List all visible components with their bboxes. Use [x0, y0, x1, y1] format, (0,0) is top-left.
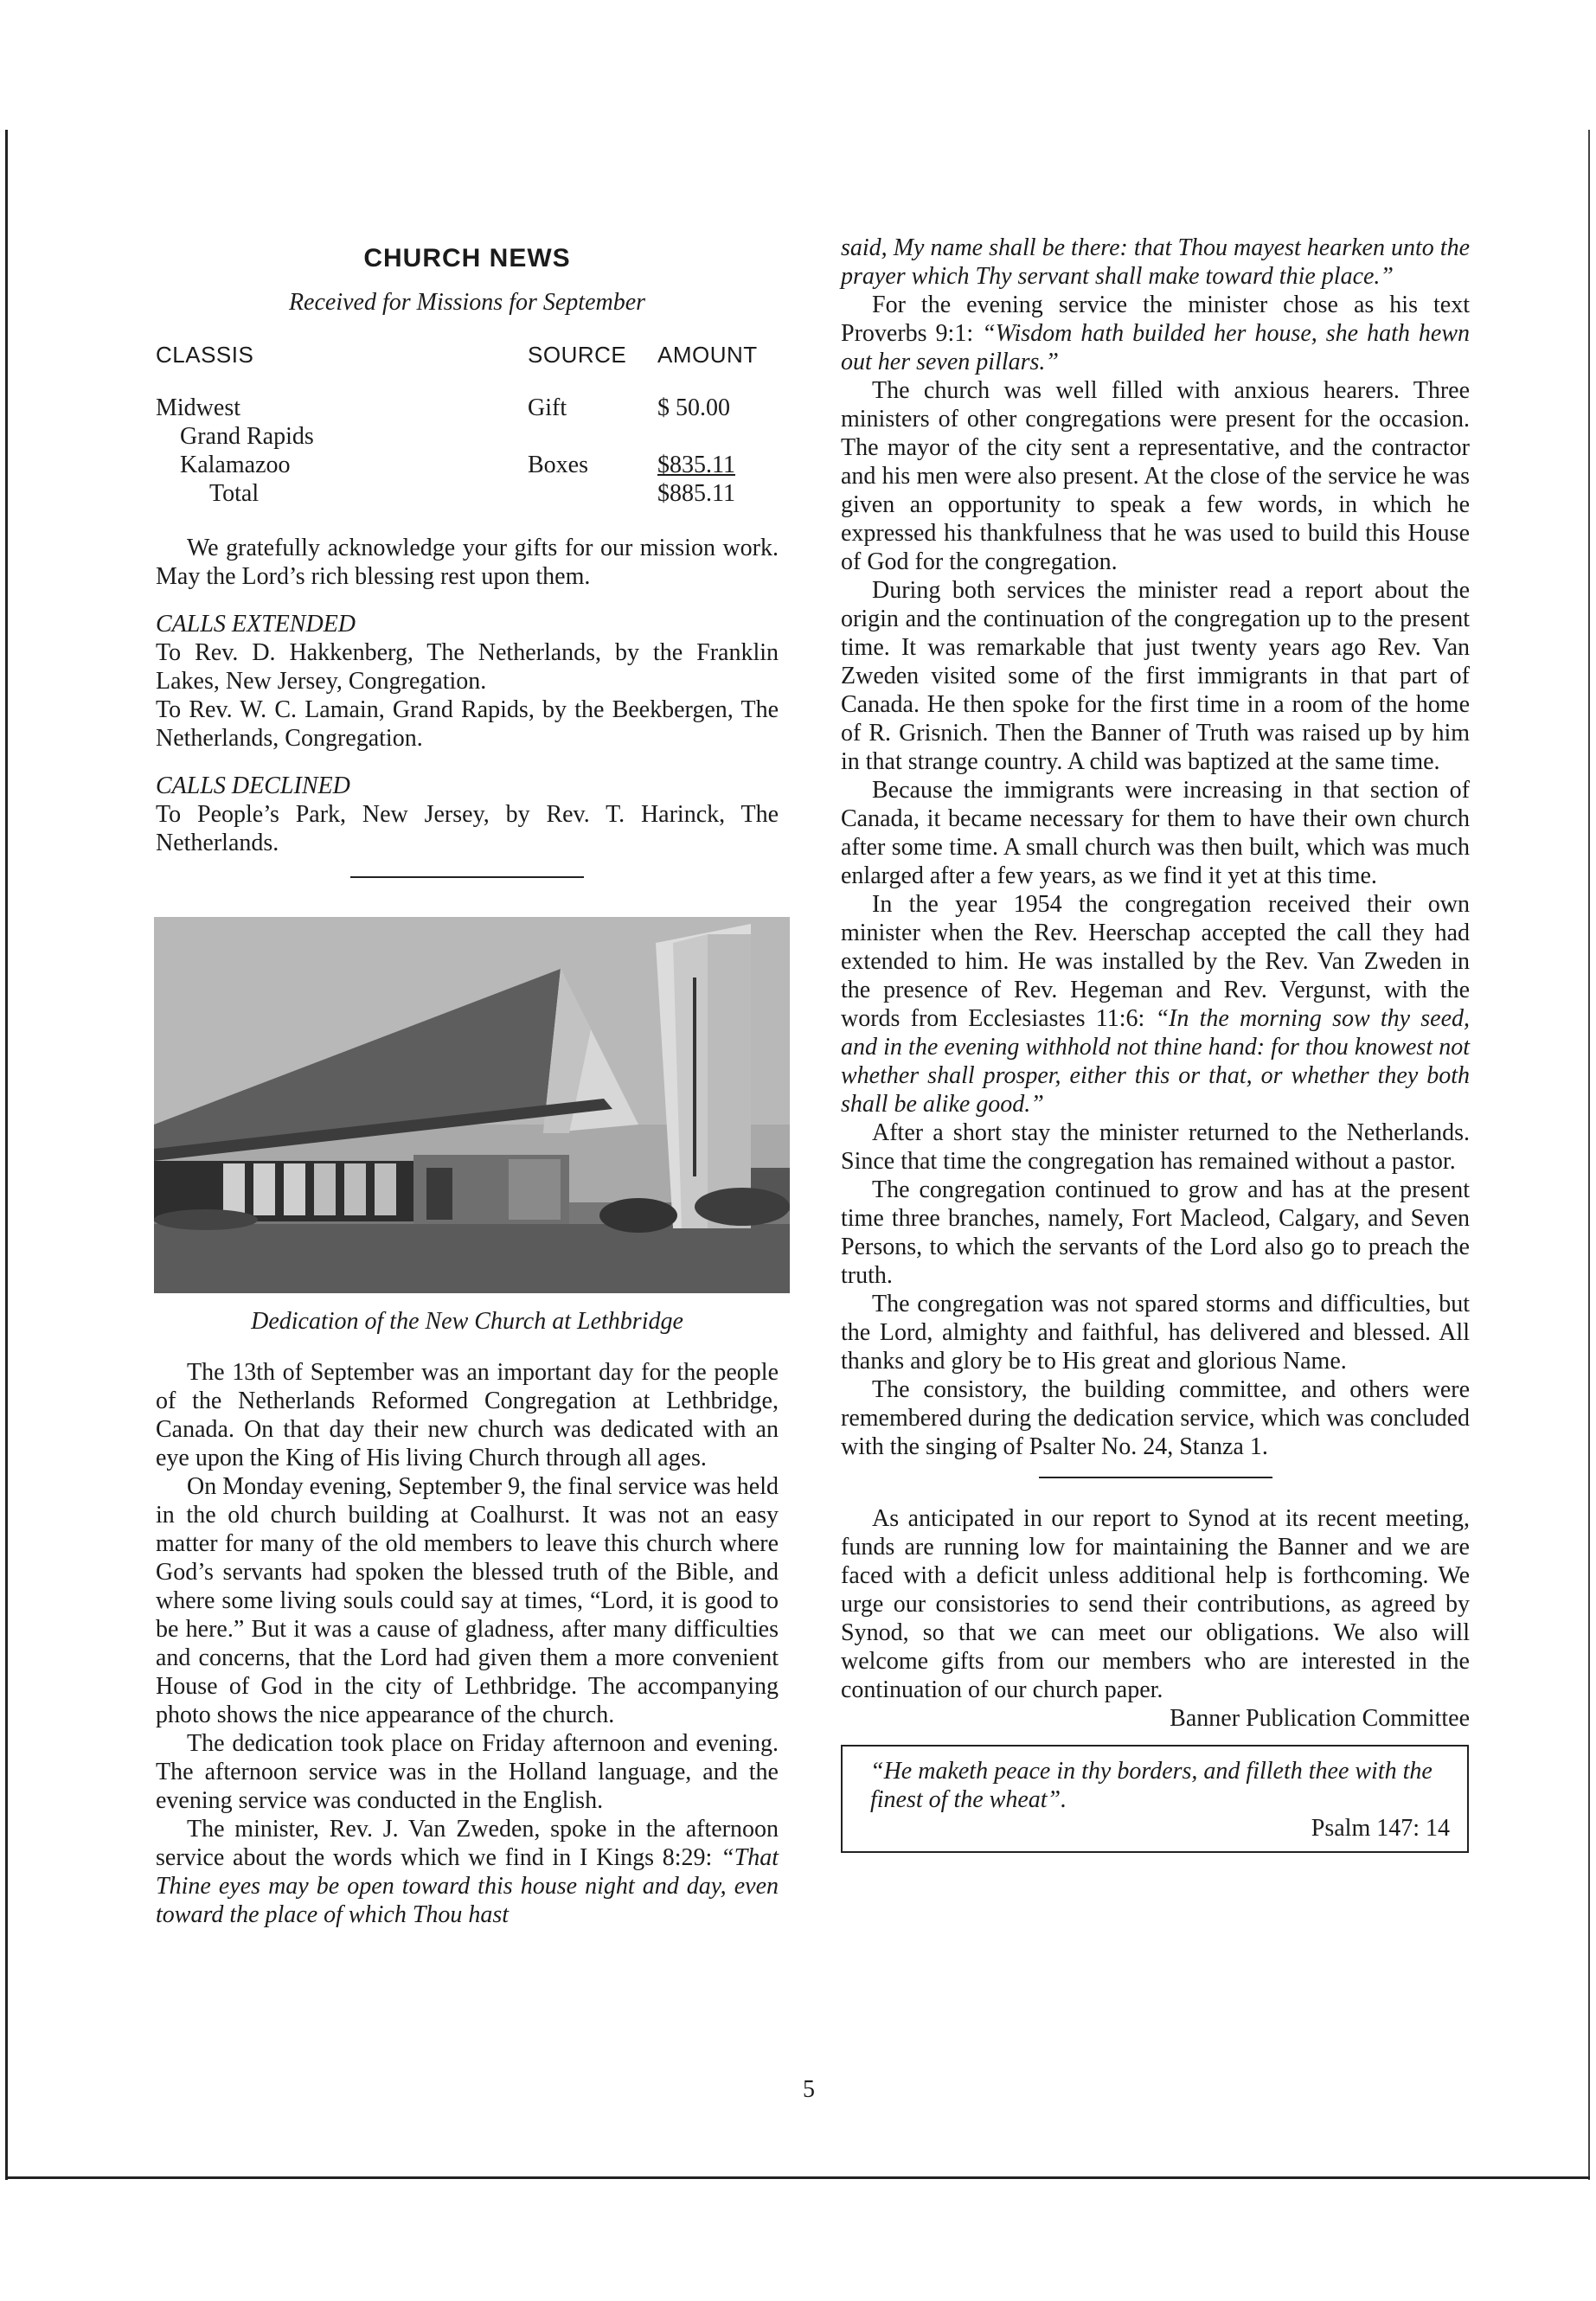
row-amount: $885.11	[657, 480, 735, 507]
calls-declined-title: CALLS DECLINED	[156, 772, 350, 799]
divider	[350, 876, 584, 878]
article-paragraph	[841, 291, 1470, 376]
page-edge-left	[5, 130, 8, 2180]
article-paragraph: The congregation continued to grow and has at the present time three branches, namely, Fort Macleod, Calgary, and Seven Persons, to which the servants of the Lord also go to preach the truth.	[841, 1176, 1470, 1289]
missions-subheading: Received for Missions for September	[288, 289, 646, 316]
article-paragraph: The 13th of September was an important day for the people of the Netherlands Reformed Congregation at Lethbridge, Canada. On that day their new church was dedicated with an eye upon the King of His living Church through all ages.	[156, 1359, 779, 1471]
article-paragraph	[841, 890, 1470, 1118]
article-paragraph: The church was well filled with anxious hearers. Three ministers of other congregations were present for the occasion. The mayor of the city sent a representative, and the contractor and his men were also present. At the close of the service he was given an opportunity to speak a few words, in which he expressed his thankfulness that he was used to build this House of God for the congregation.	[841, 377, 1470, 575]
paragraph-text: In the year 1954 the congregation received their own minister when the Rev. Heerschap accepted the call they had extended to him. He was installed by the Rev. Van Zweden in the presence of Rev. Hegeman and Rev. Vergunst, with the words from Ecclesiastes 11:6:	[841, 891, 1470, 1032]
row-source: Gift	[528, 394, 567, 421]
article-paragraph: On Monday evening, September 9, the final service was held in the old church building at Coalhurst. It was not an easy matter for many of the old members to leave this church where God’s servants had spoken the blessed truth of the Bible, and where some living souls could say at times, “Lord, it is good to be here.” But it was a cause of gladness, after many difficulties and concerns, that the Lord had given them a more convenient House of God in the city of Lethbridge. The accompanying photo shows the nice appearance of the church.	[156, 1473, 779, 1728]
row-classis: Kalamazoo	[180, 452, 291, 478]
article-paragraph	[841, 234, 1470, 291]
row-source	[528, 422, 657, 451]
row-classis: Total	[209, 480, 260, 507]
table-row	[156, 422, 779, 451]
page-edge-right	[1588, 130, 1590, 2180]
scripture-quote: “In the morning sow thy seed, and in the evening withhold not thine hand: for thou knowest not whether shall prosper, either this or that, or whether they both shall be alike good.”	[841, 1005, 1470, 1118]
divider	[1039, 1477, 1272, 1478]
article-paragraph: Because the immigrants were increasing in that section of Canada, it became necessary for them to have their own church after some time. A small church was then built, which was much enlarged after a few years, as we find it yet at this time.	[841, 777, 1470, 889]
paragraph-text: The minister, Rev. J. Van Zweden, spoke in the afternoon service about the words which we find in I Kings 8:29:	[156, 1816, 779, 1871]
header-source: SOURCE	[528, 342, 627, 368]
row-amount	[657, 422, 779, 451]
missions-table	[156, 341, 779, 508]
header-amount: AMOUNT	[657, 342, 758, 368]
row-source	[528, 479, 657, 508]
psalm-quote-text: “He maketh peace in thy borders, and filleth thee with the finest of the wheat”.	[870, 1758, 1433, 1813]
right-column	[841, 234, 1470, 1853]
page-edge-bottom	[5, 2176, 1590, 2179]
table-header-row	[156, 341, 779, 369]
psalm-quote-box	[841, 1745, 1469, 1853]
row-amount: $ 50.00	[657, 394, 730, 421]
thanks-paragraph: We gratefully acknowledge your gifts for our mission work. May the Lord’s rich blessing rest upon them.	[156, 535, 779, 590]
psalm-reference: Psalm 147: 14	[1311, 1815, 1450, 1842]
article-paragraph	[156, 1815, 779, 1929]
calls-extended-title: CALLS EXTENDED	[156, 611, 356, 638]
paragraph-text: For the evening service the minister chose as his text Proverbs 9:1:	[841, 292, 1470, 347]
row-source: Boxes	[528, 452, 588, 478]
list-item: To Rev. D. Hakkenberg, The Netherlands, by the Franklin Lakes, New Jersey, Congregation.	[156, 639, 779, 695]
table-row	[156, 451, 779, 479]
photo-caption: Dedication of the New Church at Lethbridge	[251, 1308, 683, 1335]
table-row	[156, 479, 779, 508]
row-classis: Grand Rapids	[180, 423, 314, 450]
table-row	[156, 394, 779, 422]
scripture-quote: “That Thine eyes may be open toward this house night and day, even toward the place of which Thou hast	[156, 1844, 779, 1928]
article-paragraph: The dedication took place on Friday afternoon and evening. The afternoon service was in the Holland language, and the evening service was conducted in the English.	[156, 1730, 779, 1814]
article-paragraph: After a short stay the minister returned to the Netherlands. Since that time the congregation has remained without a pastor.	[841, 1119, 1470, 1175]
list-item: To People’s Park, New Jersey, by Rev. T. Harinck, The Netherlands.	[156, 801, 779, 856]
page-number: 5	[803, 2076, 815, 2103]
article-paragraph: The consistory, the building committee, and others were remembered during the dedication service, which was concluded with the singing of Psalter No. 24, Stanza 1.	[841, 1376, 1470, 1460]
notice-signature: Banner Publication Committee	[1170, 1705, 1470, 1732]
row-amount: $835.11	[657, 452, 735, 478]
left-column	[156, 234, 779, 1929]
list-item: To Rev. W. C. Lamain, Grand Rapids, by the Beekbergen, The Netherlands, Congregation.	[156, 696, 779, 752]
scripture-quote: said, My name shall be there: that Thou mayest hearken unto the prayer which Thy servant shall make toward thie place.”	[841, 234, 1470, 290]
scripture-quote: “Wisdom hath builded her house, she hath hewn out her seven pillars.”	[841, 320, 1470, 375]
article-paragraph: The congregation was not spared storms and difficulties, but the Lord, almighty and faithful, has delivered and blessed. All thanks and glory be to His great and glorious Name.	[841, 1291, 1470, 1375]
church-news-heading: CHURCH NEWS	[363, 244, 571, 272]
church-photo	[154, 917, 790, 1293]
row-classis: Midwest	[156, 394, 240, 421]
article-paragraph: During both services the minister read a report about the origin and the continuation of the congregation up to the present time. It was remarkable that just twenty years ago Rev. Van Zweden visited some of the first immigrants in that part of Canada. He then spoke for the first time in a room of the home of R. Grisnich. Then the Banner of Truth was raised up by him in that strange country. A child was baptized at the same time.	[841, 577, 1470, 775]
header-classis: CLASSIS	[156, 342, 254, 368]
funding-notice: As anticipated in our report to Synod at its recent meeting, funds are running low for maintaining the Banner and we are faced with a deficit unless additional help is forthcoming. We urge our consistories to send their contributions, as agreed by Synod, so that we can meet our obligations. We also will welcome gifts from our members who are interested in the continuation of our church paper.	[841, 1505, 1470, 1703]
